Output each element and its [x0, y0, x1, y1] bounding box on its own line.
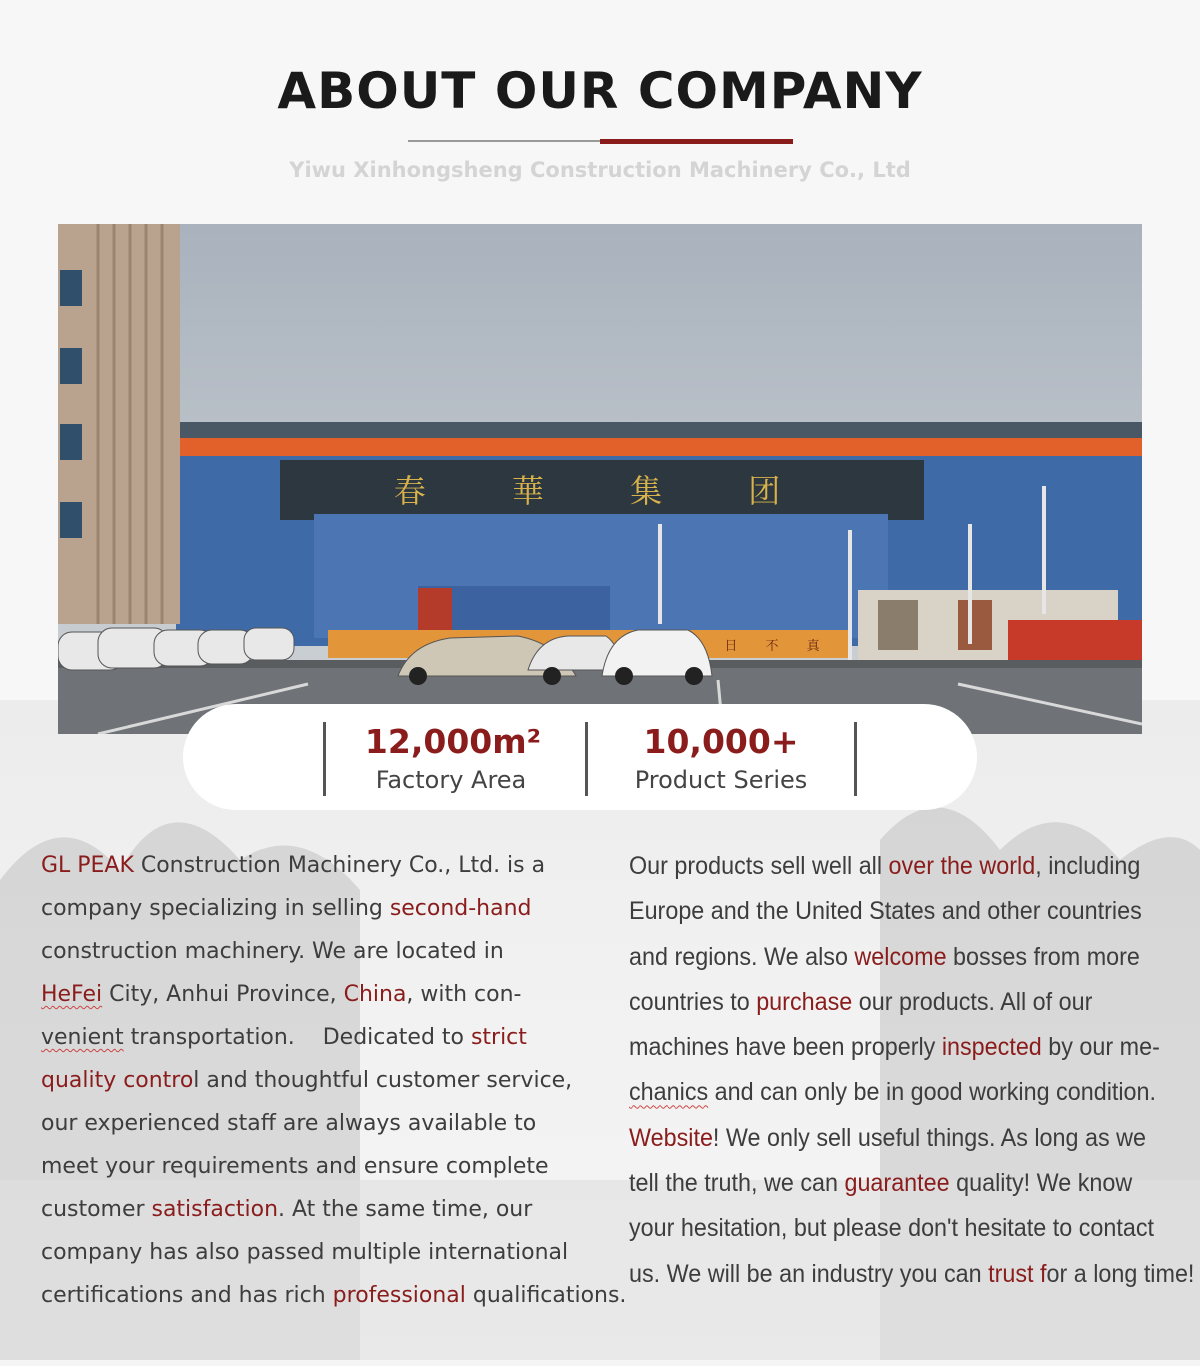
highlight-welcome: welcome	[854, 942, 947, 971]
text-line: meet your requirements and ensure complete	[41, 1153, 549, 1179]
title-underline-grey	[408, 140, 608, 142]
stat-divider	[585, 722, 588, 796]
text-run: transportation. Dedicated to	[123, 1024, 471, 1050]
text-run: venient	[41, 1024, 124, 1050]
text-run: us. We will be an industry you can	[629, 1259, 989, 1288]
text-run: or a long time!	[1046, 1259, 1195, 1288]
text-run: Our products sell well all	[629, 852, 889, 880]
company-subtitle: Yiwu Xinhongsheng Construction Machinery Co., Ltd	[289, 158, 911, 182]
highlight-satisfaction: satisfaction	[151, 1196, 279, 1222]
highlight-purchase: purchase	[756, 987, 853, 1016]
text-run: chanics	[629, 1078, 709, 1107]
highlight-trust: trust f	[988, 1259, 1047, 1288]
text-run: by our me-	[1041, 1033, 1160, 1062]
text-run: , including	[1035, 852, 1141, 880]
text-run: certifications and has rich	[41, 1282, 333, 1308]
gate-sign-text: 日 不 真	[724, 639, 832, 654]
highlight-hefei: HeFei	[41, 981, 103, 1007]
text-run: tell the truth, we can	[629, 1169, 845, 1198]
page-title: ABOUT OUR COMPANY	[277, 62, 923, 120]
highlight-china: China	[343, 981, 407, 1007]
text-run: City, Anhui Province,	[102, 981, 344, 1007]
text-line: your hesitation, but please don't hesitate to contact	[629, 1214, 1154, 1243]
text-run: . At the same time, our	[278, 1196, 533, 1222]
highlight-website: Website	[629, 1123, 713, 1152]
text-line: company has also passed multiple international	[41, 1239, 569, 1265]
stat-product-series-value: 10,000+	[643, 722, 799, 761]
text-run: bosses from more	[946, 942, 1140, 971]
factory-sign-text: 春 華 集 团	[393, 472, 819, 510]
text-run: quality! We know	[949, 1169, 1133, 1198]
company-description-left	[41, 844, 627, 1317]
text-run: countries to	[629, 987, 757, 1016]
highlight-guarantee: guarantee	[844, 1169, 950, 1198]
brand-name: GL PEAK	[41, 852, 134, 878]
stat-divider	[854, 722, 857, 796]
text-run: and can only be in good working condition.	[708, 1078, 1157, 1107]
text-run: Construction Machinery Co., Ltd. is a	[133, 852, 546, 878]
text-run: ! We only sell useful things. As long as we	[712, 1123, 1146, 1152]
company-description-right	[629, 844, 1195, 1297]
stat-factory-area-value: 12,000m²	[364, 722, 542, 761]
highlight-second-hand: second-hand	[389, 895, 532, 921]
text-line: Europe and the United States and other countries	[629, 897, 1142, 926]
highlight-professional: professional	[332, 1282, 466, 1308]
highlight-quality-control: quality contro	[41, 1067, 194, 1093]
highlight-strict: strict	[470, 1024, 527, 1050]
stat-divider	[323, 722, 326, 796]
stat-product-series-label: Product Series	[634, 766, 808, 794]
highlight-inspected: inspected	[941, 1033, 1042, 1062]
text-run: qualifications.	[465, 1282, 627, 1308]
text-run: customer	[41, 1196, 152, 1222]
factory-photo	[58, 224, 1142, 734]
title-underline-accent	[600, 139, 793, 144]
text-run: machines have been properly	[629, 1033, 942, 1062]
text-run: , with con-	[406, 981, 522, 1007]
highlight-over-the-world: over the world	[888, 852, 1036, 880]
text-run: and regions. We also	[629, 942, 855, 971]
text-run: l and thoughtful customer service,	[193, 1067, 573, 1093]
text-run: our products. All of our	[852, 987, 1093, 1016]
stats-panel	[183, 704, 977, 810]
text-run: company specializing in selling	[41, 895, 390, 921]
text-line: our experienced staff are always available to	[41, 1110, 537, 1136]
text-line: construction machinery. We are located in	[41, 938, 504, 964]
stat-factory-area-label: Factory Area	[375, 766, 527, 794]
